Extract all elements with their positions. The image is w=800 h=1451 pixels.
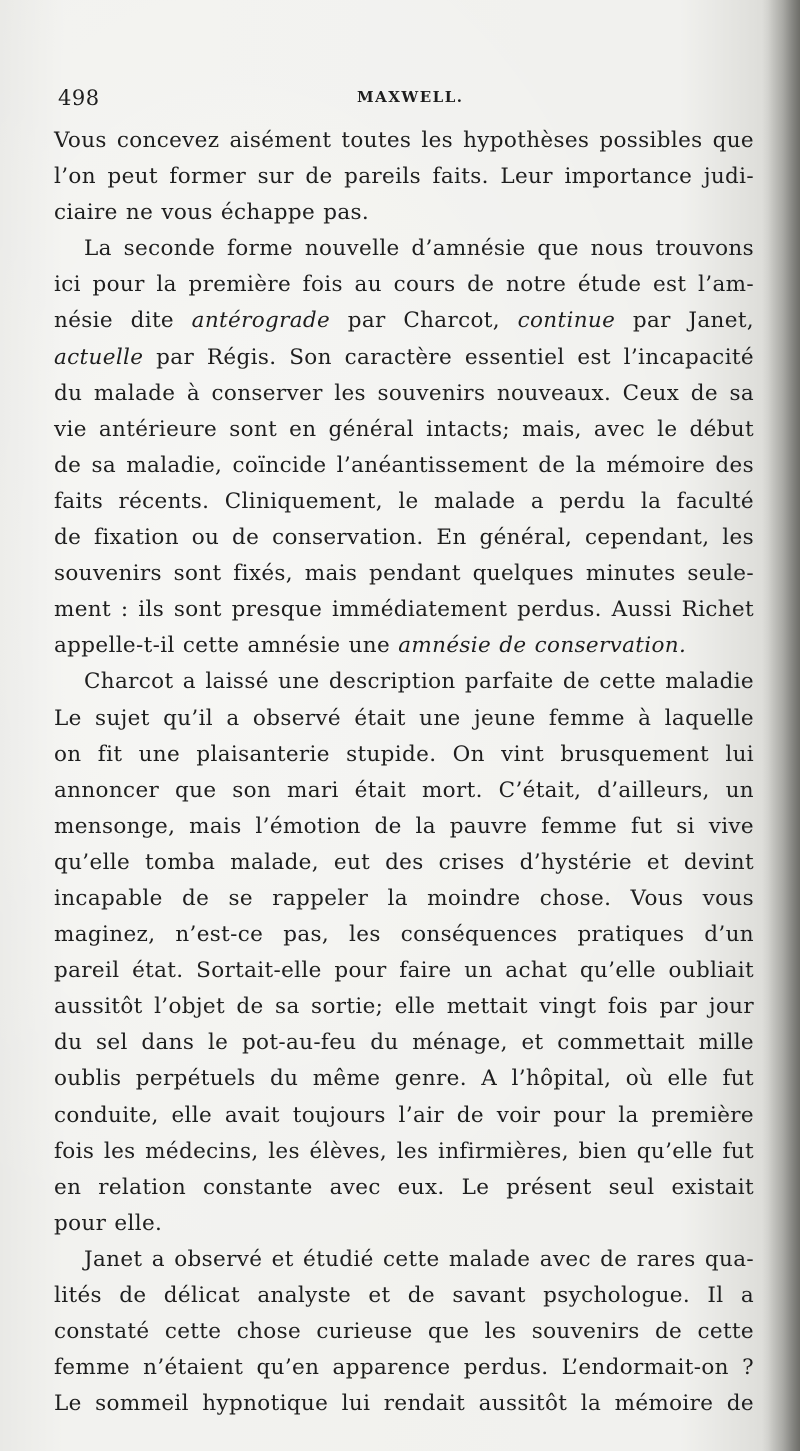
text-segment: nésie dite: [54, 308, 192, 334]
text-line: [54, 917, 754, 953]
text-segment: fois les médecins, les élèves, les infirmières, bien qu’elle fut: [54, 1138, 754, 1164]
text-segment: l’on peut former sur de pareils faits. Leur importance judi-: [54, 164, 754, 190]
text-line: [54, 484, 754, 520]
text-segment: de fixation ou de conservation. En général, cependant, les: [54, 525, 754, 551]
text-segment: du sel dans le pot-au-feu du ménage, et commettait mille: [54, 1030, 754, 1056]
text-line: [54, 737, 754, 773]
text-line: [54, 556, 754, 592]
text-segment: souvenirs sont fixés, mais pendant quelques minutes seule-: [54, 561, 754, 587]
text-line: [54, 1278, 754, 1314]
text-segment: en relation constante avec eux. Le présent seul existait: [54, 1174, 754, 1200]
text-line: [54, 1025, 754, 1061]
text-line: [54, 231, 754, 267]
text-line: [54, 809, 754, 845]
text-segment: maginez, n’est-ce pas, les conséquences pratiques d’un: [54, 922, 754, 948]
text-segment: pareil état. Sortait-elle pour faire un achat qu’elle oubliait: [54, 958, 754, 984]
text-line: [54, 1134, 754, 1170]
text-line: [54, 881, 754, 917]
text-segment: qu’elle tomba malade, eut des crises d’hystérie et devint: [54, 849, 754, 875]
text-line: [54, 664, 754, 700]
text-line: [54, 701, 754, 737]
italic-text: antérograde: [191, 308, 331, 334]
text-line: [54, 520, 754, 556]
text-line: [54, 1206, 754, 1242]
text-segment: par Janet,: [615, 308, 754, 334]
text-segment: Charcot a laissé une description parfaite de cette maladie: [84, 669, 754, 695]
text-segment: ciaire ne vous échappe pas.: [54, 200, 370, 226]
text-segment: de sa maladie, coïncide l’anéantissement de la mémoire des: [54, 452, 754, 478]
text-segment: appelle-t-il cette amnésie une: [54, 633, 399, 659]
text-segment: femme n’étaient qu’en apparence perdus. L’endormait-on ?: [54, 1355, 754, 1381]
text-line: [54, 448, 754, 484]
text-line: [54, 773, 754, 809]
text-line: [54, 195, 754, 231]
text-line: [54, 1061, 754, 1097]
italic-text: continue: [517, 308, 616, 334]
text-segment: Vous concevez aisément toutes les hypothèses possibles que: [54, 128, 754, 153]
italic-text: amnésie de conservation.: [398, 633, 687, 659]
text-segment: on fit une plaisanterie stupide. On vint brusquement lui: [54, 741, 754, 767]
text-segment: mensonge, mais l’émotion de la pauvre femme fut si vive: [54, 813, 754, 839]
text-segment: par Régis. Son caractère essentiel est l’incapacité: [143, 344, 754, 370]
text-line: [54, 953, 754, 989]
text-line: [54, 1170, 754, 1206]
text-line: [54, 1314, 754, 1350]
text-segment: vie antérieure sont en général intacts; mais, avec le début: [54, 416, 754, 442]
text-line: [54, 845, 754, 881]
text-segment: oublis perpétuels du même genre. A l’hôpital, où elle fut: [54, 1066, 754, 1092]
text-segment: Le sommeil hypnotique lui rendait aussitôt la mémoire de: [54, 1391, 754, 1417]
text-segment: La seconde forme nouvelle d’amnésie que nous trouvons: [84, 236, 754, 262]
text-line: [54, 1242, 754, 1278]
binding-shadow: [762, 0, 800, 1451]
text-segment: faits récents. Cliniquement, le malade a perdu la faculté: [54, 488, 754, 514]
text-line: [54, 267, 754, 303]
text-line: [54, 989, 754, 1025]
text-segment: conduite, elle avait toujours l’air de voir pour la première: [54, 1102, 754, 1128]
text-segment: ici pour la première fois au cours de notre étude est l’am-: [54, 272, 754, 298]
text-segment: Le sujet qu’il a observé était une jeune femme à laquelle: [54, 705, 754, 731]
text-segment: incapable de se rappeler la moindre chose. Vous vous: [54, 885, 754, 911]
text-line: [54, 340, 754, 376]
page-number: 498: [58, 86, 100, 110]
text-line: [54, 1350, 754, 1386]
running-head: MAXWELL.: [357, 88, 464, 106]
text-line: [54, 412, 754, 448]
text-segment: lités de délicat analyste et de savant psychologue. Il a: [54, 1283, 754, 1308]
text-line: [54, 592, 754, 628]
text-segment: pour elle.: [54, 1210, 163, 1236]
text-line: [54, 303, 754, 339]
text-line: [54, 1098, 754, 1134]
text-segment: Janet a observé et étudié cette malade avec de rares qua-: [84, 1246, 754, 1272]
text-segment: aussitôt l’objet de sa sortie; elle mettait vingt fois par jour: [54, 994, 754, 1020]
text-segment: du malade à conserver les souvenirs nouveaux. Ceux de sa: [54, 380, 754, 406]
text-line: [54, 628, 754, 664]
text-line: [54, 376, 754, 412]
text-line: [54, 1386, 754, 1422]
body-text: [54, 123, 754, 1422]
text-line: [54, 123, 754, 159]
page-header: [58, 78, 758, 118]
text-segment: par Charcot,: [330, 308, 518, 334]
text-segment: annoncer que son mari était mort. C’était, d’ailleurs, un: [54, 777, 754, 803]
italic-text: actuelle: [54, 344, 144, 370]
text-segment: constaté cette chose curieuse que les souvenirs de cette: [54, 1319, 754, 1345]
text-segment: ment : ils sont presque immédiatement perdus. Aussi Richet: [54, 597, 754, 623]
text-line: [54, 159, 754, 195]
